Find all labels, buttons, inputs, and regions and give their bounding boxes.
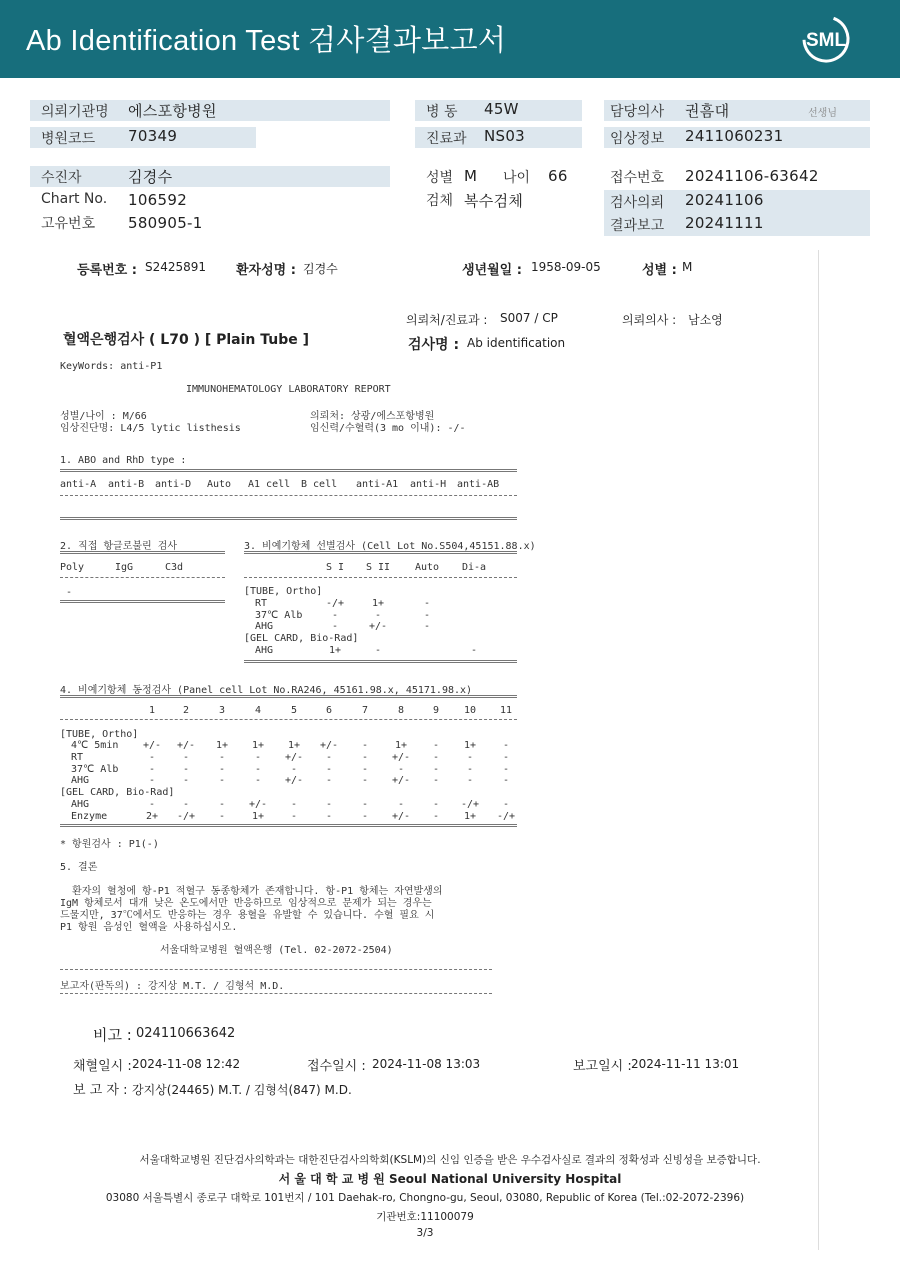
sex-age: 성별/나이 : M/66: [60, 411, 147, 422]
institution-value: 에스포항병원: [128, 102, 217, 120]
sec4-header-cell: 1: [148, 705, 156, 716]
separator: [60, 695, 517, 698]
sec4-cell: +/-: [391, 775, 411, 787]
sec3-gel-cell: -: [374, 645, 382, 656]
ward-label: 병 동: [426, 104, 458, 120]
separator: [60, 469, 517, 472]
sec4-row-label: AHG: [71, 775, 90, 787]
sec4-gel-cell: -: [432, 811, 440, 822]
sec4-cell: -: [502, 740, 510, 751]
sec4-cell: 1+: [463, 740, 477, 751]
separator: [60, 551, 225, 554]
sec4-gel-cell: -: [218, 811, 226, 822]
patient-label: 수진자: [41, 170, 82, 186]
sex2-label: 성별 :: [642, 263, 677, 278]
sec3-row-label: RT: [255, 598, 268, 609]
sec4-header-cell: 2: [182, 705, 190, 716]
report-time-label: 보고일시 :: [573, 1059, 632, 1074]
clinical-label: 임상정보: [610, 131, 665, 147]
sec4-cell: -: [148, 763, 156, 775]
sec3-row-label: AHG: [255, 621, 274, 632]
sec1-header-cell: anti-B: [108, 479, 145, 490]
sec4-header-cell: 7: [361, 705, 369, 716]
sec4-cell: -: [432, 775, 440, 787]
patient-value: 김경수: [128, 168, 173, 186]
sec4-header-cell: 8: [397, 705, 405, 716]
sec4-gel-cell: -: [432, 799, 440, 810]
sec4-header-cell: 6: [325, 705, 333, 716]
pregnancy: 임신력/수혈력(3 mo 이내): -/-: [310, 423, 466, 434]
header-bar: [0, 0, 900, 78]
request-value: 20241106: [685, 191, 764, 209]
unique-value: 580905-1: [128, 214, 203, 232]
specimen-label: 검체: [426, 193, 454, 209]
sec4-row-label: 37℃ Alb: [71, 763, 119, 775]
sec4-gel-cell: -: [290, 811, 298, 822]
sec4-cell: -: [254, 751, 262, 763]
sec4-gel-cell: -/+: [176, 811, 196, 822]
sex2-value: M: [682, 260, 693, 274]
collect-value: 2024-11-08 12:42: [132, 1057, 241, 1071]
separator: [244, 551, 517, 554]
sec3-cell: +/-: [368, 621, 388, 632]
conclusion-line: P1 항원 음성인 혈액을 사용하십시오.: [60, 922, 238, 933]
sec4-gel-cell: -/+: [460, 799, 480, 810]
separator: [244, 577, 517, 578]
sec4-row-label: RT: [71, 751, 84, 763]
certification-text: 서울대학교병원 진단검사의학과는 대한진단검사의학회(KSLM)의 신임 인증을 받은 우수검사실로 결과의 정확성과 신빙성을 보증합니다.: [139, 1154, 761, 1166]
sec4-gel-cell: 1+: [463, 811, 477, 822]
chart-value: 106592: [128, 191, 188, 209]
sec4-gel-cell: -/+: [496, 811, 516, 822]
sec4-cell: +/-: [284, 775, 304, 787]
sec4-cell: -: [466, 775, 474, 787]
antigen-test: * 항원검사 : P1(-): [60, 839, 159, 850]
sec4-cell: +/-: [284, 751, 304, 763]
sec4-cell: 1+: [251, 740, 265, 751]
name-value: 김경수: [303, 262, 338, 276]
age-value: 66: [548, 167, 568, 185]
sec4-cell: -: [254, 763, 262, 775]
page-title: Ab Identification Test 검사결과보고서: [26, 25, 507, 57]
sec4-header-cell: 4: [254, 705, 262, 716]
sec3-header-cell: S I: [325, 562, 345, 573]
separator: [60, 993, 492, 994]
reporter2-value: 강지상(24465) M.T. / 김형석(847) M.D.: [132, 1083, 352, 1097]
sec5-title: 5. 결론: [60, 862, 98, 873]
name-label: 환자성명 :: [236, 263, 296, 278]
report-time-value: 2024-11-11 13:01: [631, 1057, 740, 1071]
phys-label: 의뢰의사 :: [622, 313, 677, 327]
sec2-header-cell: IgG: [115, 562, 134, 573]
sec1-header-cell: B cell: [301, 479, 338, 490]
dept-value: NS03: [484, 127, 526, 145]
receipt-label: 접수번호: [610, 170, 665, 186]
separator: [60, 517, 517, 520]
sec3-row-label: 37℃ Alb: [255, 609, 303, 621]
clinical-value: 2411060231: [685, 127, 784, 145]
sec4-gel-cell: -: [290, 799, 298, 810]
unique-label: 고유번호: [41, 216, 96, 232]
sec4-cell: -: [290, 763, 298, 775]
separator: [60, 577, 225, 578]
accept-value: 2024-11-08 13:03: [372, 1057, 481, 1071]
sec2-title: 2. 직접 항글로불린 검사: [60, 541, 178, 552]
hospital-code-label: 병원코드: [41, 131, 96, 147]
sec4-cell: -: [325, 775, 333, 787]
reg-value: S2425891: [145, 260, 207, 274]
sec3-tube-label: [TUBE, Ortho]: [244, 586, 323, 597]
test-name-label: 검사명 :: [408, 337, 460, 353]
conclusion-line: IgM 항체로서 대개 낮은 온도에서만 반응하므로 임상적으로 문제가 되는 경우는: [60, 898, 432, 909]
sec4-cell: -: [218, 751, 226, 763]
sec4-cell: -: [361, 775, 369, 787]
sec4-cell: -: [254, 775, 262, 787]
sec4-gel-cell: -: [325, 799, 333, 810]
separator: [60, 824, 517, 827]
sec4-cell: +/-: [142, 740, 162, 751]
sec1-header-cell: anti-D: [155, 479, 192, 490]
sec4-cell: +/-: [319, 740, 339, 751]
sec4-header-cell: 10: [463, 705, 477, 716]
sec4-header-cell: 3: [218, 705, 226, 716]
sec4-title: 4. 비예기항체 동정검사 (Panel cell Lot No.RA246, 45161.98.x, 45171.98.x): [60, 685, 473, 696]
sex-value: M: [464, 167, 478, 185]
sec3-cell: -: [331, 609, 339, 621]
institution-number: 기관번호:11100079: [376, 1211, 474, 1223]
sec4-cell: -: [148, 751, 156, 763]
sec2-header-cell: Poly: [60, 562, 85, 573]
conclusion-line: 환자의 혈청에 항-P1 적혈구 동종항체가 존재합니다. 항-P1 항체는 자연발생의: [60, 886, 443, 897]
sec4-gel-cell: 2+: [145, 811, 159, 822]
conclusion-line: 드물지만, 37℃에서도 반응하는 경우 용혈을 유발할 수 있습니다. 수혈 필요 시: [60, 910, 435, 921]
sec1-header-cell: Auto: [207, 479, 232, 490]
sec4-gel-cell: -: [182, 799, 190, 810]
sec4-row-label: 4℃ 5min: [71, 740, 119, 751]
sec4-gel-label: Enzyme: [71, 811, 108, 822]
doctor-label: 담당의사: [610, 104, 665, 120]
sec3-cell: -/+: [325, 598, 345, 609]
sec4-gel-label: AHG: [71, 799, 90, 810]
sec4-cell: -: [432, 763, 440, 775]
sec4-gel-cell: -: [148, 799, 156, 810]
sec1-header-cell: anti-A: [60, 479, 97, 490]
dept2-value: S007 / CP: [500, 311, 558, 325]
sec4-cell: -: [182, 751, 190, 763]
sec3-cell: -: [423, 621, 431, 632]
test-group: 혈액은행검사 ( L70 ) [ Plain Tube ]: [63, 332, 310, 348]
sec4-gel-cell: -: [361, 799, 369, 810]
reporter: 보고자(판독의) : 강지상 M.T. / 김형석 M.D.: [60, 981, 285, 992]
sec4-header-cell: 5: [290, 705, 298, 716]
sec4-cell: -: [361, 763, 369, 775]
reg-label: 등록번호 :: [77, 263, 137, 278]
dob-label: 생년월일 :: [462, 263, 522, 278]
sec3-cell: -: [331, 621, 339, 632]
sec4-cell: -: [325, 763, 333, 775]
note-value: 024110663642: [136, 1026, 236, 1041]
keywords: KeyWords: anti-P1: [60, 361, 163, 372]
sec3-cell: -: [423, 598, 431, 609]
sec4-gel-cell: +/-: [248, 799, 268, 810]
collect-label: 채혈일시 :: [73, 1059, 132, 1074]
sec1-header-cell: anti-AB: [457, 479, 500, 490]
separator: [60, 719, 517, 720]
separator: [60, 495, 517, 496]
sec4-cell: -: [325, 751, 333, 763]
sec4-cell: -: [466, 751, 474, 763]
sec4-cell: -: [502, 775, 510, 787]
reporter2-label: 보 고 자 :: [73, 1083, 128, 1098]
sec1-header-cell: A1 cell: [248, 479, 291, 490]
receipt-value: 20241106-63642: [685, 167, 819, 185]
sec3-cell: -: [423, 609, 431, 621]
sec3-header-cell: Di-a: [461, 562, 487, 573]
hospital-name: 서 울 대 학 교 병 원 Seoul National University Hospital: [278, 1172, 622, 1186]
sec3-header-cell: S II: [365, 562, 391, 573]
sec4-gel-cell: -: [361, 811, 369, 822]
doctor-suffix: 선생님: [808, 108, 837, 119]
page-number: 3/3: [416, 1227, 434, 1239]
sec4-cell: +/-: [176, 740, 196, 751]
sec4-gel-cell: -: [218, 799, 226, 810]
note-label: 비고 :: [93, 1026, 132, 1044]
sec4-cell: 1+: [394, 740, 408, 751]
sex-label: 성별: [426, 170, 454, 186]
sec4-gel-label: [GEL CARD, Bio-Rad]: [60, 787, 175, 798]
sec4-header-cell: 11: [499, 705, 513, 716]
sec4-gel-cell: -: [325, 811, 333, 822]
sec4-cell: +/-: [391, 751, 411, 763]
institution-label: 의뢰기관명: [41, 104, 109, 120]
sec4-cell: -: [502, 751, 510, 763]
sec2-value: -: [66, 587, 73, 598]
sec3-gel-label: [GEL CARD, Bio-Rad]: [244, 633, 359, 644]
sec4-cell: -: [182, 763, 190, 775]
sec4-gel-cell: -: [502, 799, 510, 810]
sec4-cell: -: [432, 751, 440, 763]
sec4-cell: -: [148, 775, 156, 787]
doctor-value: 권흠대: [685, 102, 730, 120]
hospital-code-value: 70349: [128, 127, 178, 145]
dept-label: 진료과: [426, 131, 467, 147]
blood-bank: 서울대학교병원 혈액은행 (Tel. 02-2072-2504): [160, 945, 393, 956]
patient-row: [30, 166, 390, 187]
sec4-cell: -: [361, 740, 369, 751]
sec1-header-cell: anti-A1: [356, 479, 399, 490]
sec3-gel-label: AHG: [255, 645, 274, 656]
sec4-cell: 1+: [287, 740, 301, 751]
phys-value: 남소영: [688, 313, 723, 327]
sec4-cell: -: [466, 763, 474, 775]
chart-label: Chart No.: [41, 191, 108, 207]
sec3-gel-cell: 1+: [328, 645, 342, 656]
sec4-cell: -: [182, 775, 190, 787]
page-edge-line: [818, 250, 819, 1250]
sec4-cell: 1+: [215, 740, 229, 751]
diagnosis: 임상진단명: L4/5 lytic listhesis: [60, 423, 241, 434]
sec3-header-cell: Auto: [414, 562, 440, 573]
dob-value: 1958-09-05: [531, 260, 601, 274]
sec4-cell: -: [502, 763, 510, 775]
hospital-address: 03080 서울특별시 종로구 대학로 101번지 / 101 Daehak-ro, Chongno-gu, Seoul, 03080, Republic of Korea (Tel.:02-2072-2396): [105, 1192, 745, 1204]
requester: 의뢰처: 상광/에스포항병원: [310, 411, 435, 422]
report-label: 결과보고: [610, 218, 665, 234]
sec4-gel-cell: -: [397, 799, 405, 810]
sec2-header-cell: C3d: [165, 562, 184, 573]
svg-text:SML: SML: [805, 30, 847, 51]
age-label: 나이: [503, 170, 531, 186]
separator: [60, 600, 225, 603]
sec4-cell: -: [218, 775, 226, 787]
sml-logo: [800, 13, 852, 65]
accept-label: 접수일시 :: [307, 1059, 366, 1074]
report-value: 20241111: [685, 214, 764, 232]
sec4-header-cell: 9: [432, 705, 440, 716]
sec4-tube-label: [TUBE, Ortho]: [60, 729, 139, 740]
sec3-title: 3. 비예기항체 선별검사 (Cell Lot No.S504,45151.88.x): [244, 541, 536, 552]
sec3-gel-cell: -: [470, 645, 478, 656]
sec1-title: 1. ABO and RhD type :: [60, 455, 187, 466]
sec4-cell: -: [432, 740, 440, 751]
sec4-cell: -: [218, 763, 226, 775]
sec4-cell: -: [397, 763, 405, 775]
request-label: 검사의뢰: [610, 195, 665, 211]
sec1-header-cell: anti-H: [410, 479, 447, 490]
separator: [60, 969, 492, 970]
sec3-cell: 1+: [371, 598, 385, 609]
sec4-gel-cell: +/-: [391, 811, 411, 822]
test-name-value: Ab identification: [467, 336, 566, 350]
sec3-cell: -: [374, 609, 382, 621]
separator: [244, 660, 517, 663]
dept2-label: 의뢰처/진료과 :: [406, 313, 488, 327]
ward-value: 45W: [484, 100, 519, 118]
specimen-value: 복수검체: [464, 192, 524, 210]
sec4-cell: -: [361, 751, 369, 763]
lab-title: IMMUNOHEMATOLOGY LABORATORY REPORT: [186, 384, 391, 395]
sec4-gel-cell: 1+: [251, 811, 265, 822]
